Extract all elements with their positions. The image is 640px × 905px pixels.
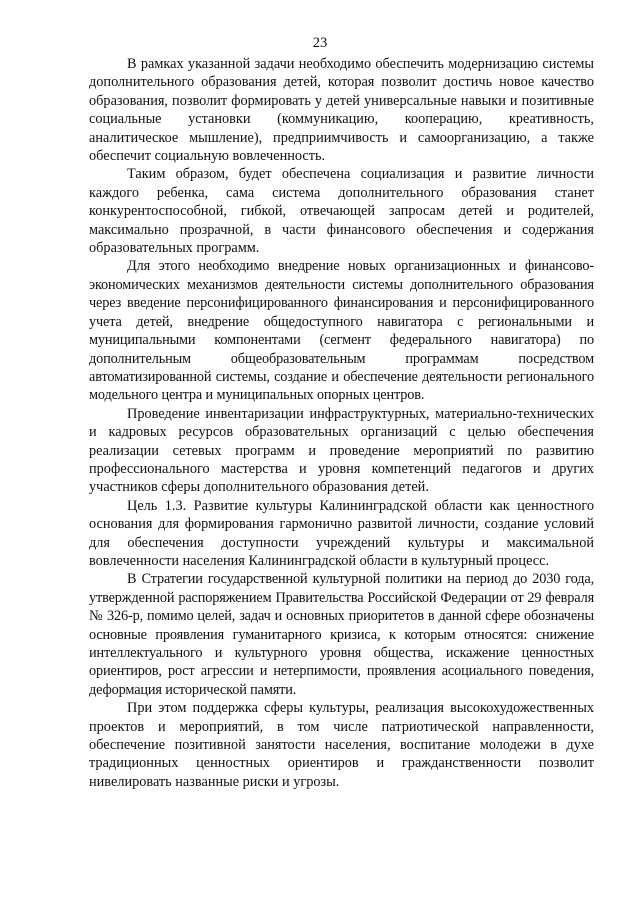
page-number: 23 [312,35,328,51]
paragraph-socialization: Таким образом, будет обеспечена социализация и развитие личности каждого ребенка, сама система дополнительного образования станет конкурентоспособной, гибкой, отвечающей запросам детей и родителей, максимально прозрачной, в части финансового обеспечения и содержания образовательных программ. [89,166,594,257]
paragraph-modernization: В рамках указанной задачи необходимо обеспечить модернизацию системы дополнительного образования детей, которая позволит достичь новое качество образования, позволит формировать у детей универсальные навыки и позитивные социальные установки (коммуникацию, кооперацию, креативность, аналитическое мышление), предприимчивость и самоорганизацию, а также обеспечит социальную вовлеченность. [89,56,594,165]
paragraph-support: При этом поддержка сферы культуры, реализация высокохудожественных проектов и мероприятий, в том числе патриотической направленности, обеспечение позитивной занятости населения, воспитание молодежи в духе традиционных ценностных ориентиров и гражданственности позволит нивелировать названные риски и угрозы. [89,700,594,790]
paragraph-inventory: Проведение инвентаризации инфраструктурных, материально-технических и кадровых ресурсов образовательных организаций с целью обеспечения реализации сетевых программ и проведение мероприятий по развитию профессионального мастерства и уровня компетенций педагогов и других участников сферы дополнительного образования детей. [89,405,594,496]
paragraph-strategy: В Стратегии государственной культурной политики на период до 2030 года, утвержденной распоряжением Правительства Российской Федерации от 29 февраля № 326-р, помимо целей, задач и основных приоритетов в данной сфере обозначены основные проявления гуманитарного кризиса, к которым относятся: снижение интеллектуального и культурного уровня общества, искажение ценностных ориентиров, рост агрессии и нетерпимости, проявления асоциального поведения, деформация исторической памяти. [89,571,594,698]
document-body [89,55,594,791]
paragraph-goal-1-3: Цель 1.3. Развитие культуры Калининградской области как ценностного основания для формирования гармонично развитой личности, создание условий для обеспечения доступности учреждений культуры и максимальной вовлеченности населения Калининградской области в культурный процесс. [89,497,594,569]
paragraph-mechanisms: Для этого необходимо внедрение новых организационных и финансово-экономических механизмов деятельности системы дополнительного образования через введение персонифицированного финансирования и персонифицированного учета детей, внедрение общедоступного навигатора с региональными и муниципальными компонентами (сегмент федерального навигатора) по дополнительным общеобразовательным программам посредством автоматизированной системы, создание и обеспечение деятельности регионального модельного центра и муниципальных опорных центров. [89,258,594,404]
